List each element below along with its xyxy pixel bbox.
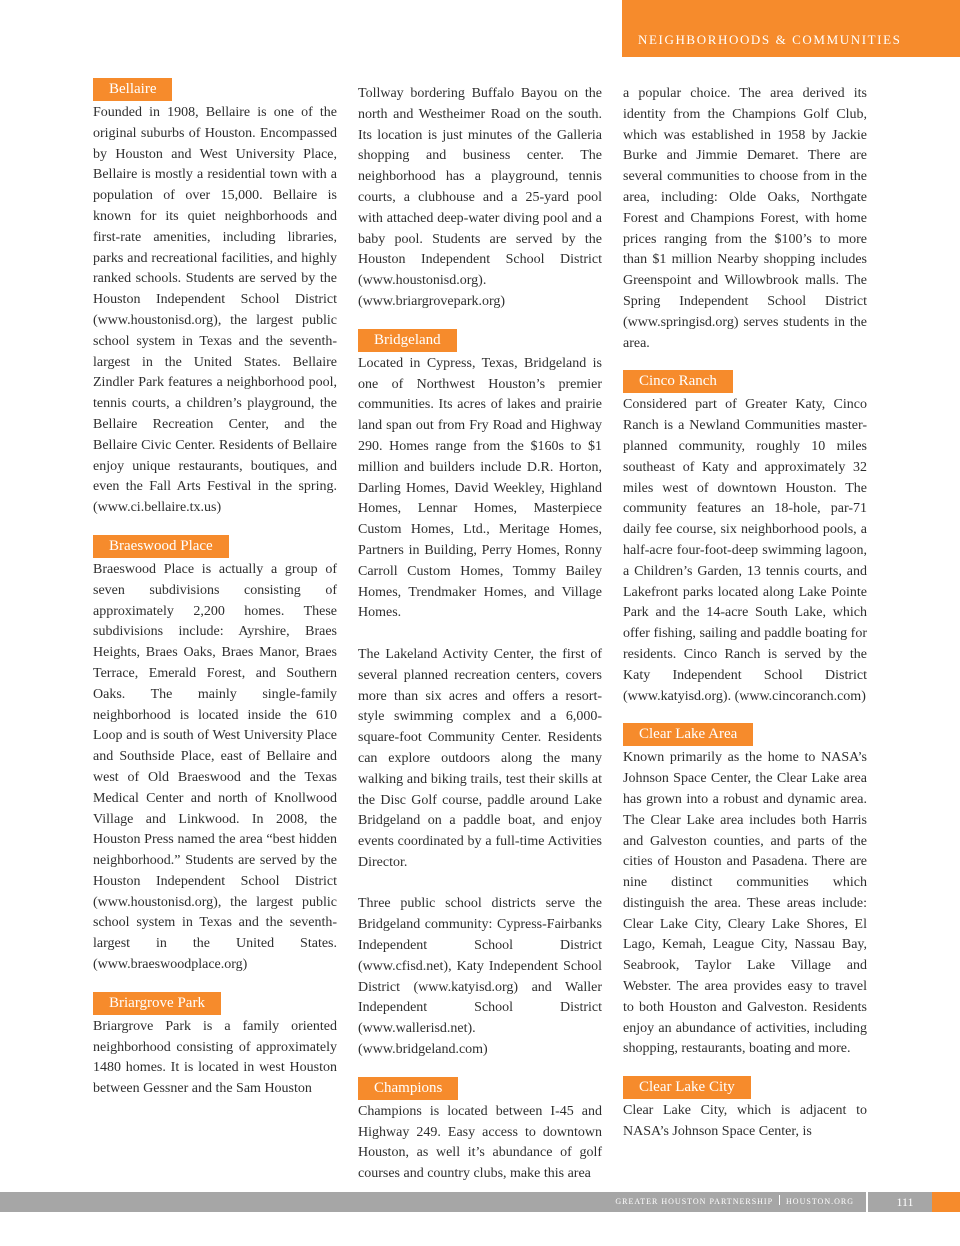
column-2 — [358, 84, 602, 1185]
body-clear-lake-city: Clear Lake City, which is adjacent to NASA’s Johnson Space Center, is — [623, 1103, 867, 1140]
column-3 — [623, 84, 867, 1143]
section-header-tab — [622, 0, 960, 57]
heading-clear-lake-city: Clear Lake City — [623, 1076, 751, 1099]
body-bridgeland-2: The Lakeland Activity Center, the first of several planned recreation centers, covers more than six acres and offers a resort-style swimming complex and a 6,000-square-foot Community Center. Residents can explore outdoors along the many walking and biking trails, test their skills at the Disc Golf course, paddle around Lake Bridgeland on a paddle boat, and enjoy events coordinated by a full-time Activities Director. — [358, 646, 602, 870]
body-bridgeland-1: Located in Cypress, Texas, Bridgeland is one of Northwest Houston’s premier communities. Its acres of lakes and prairie land span out from Fry Road and Highway 290. Homes range from the $160s to $1 million and builders include D.R. Horton, Darling Homes, David Weekley, Highland Homes, Lennar Homes, Masterpiece Custom Homes, Ltd., Meritage Homes, Partners in Building, Perry Homes, Ronny Carroll Custom Homes, Tommy Bailey Homes, Trendmaker Homes, and Village Homes. — [358, 355, 602, 621]
body-clear-lake-area: Known primarily as the home to NASA’s Johnson Space Center, the Clear Lake area has grown into a robust and dynamic area. The Clear Lake area includes both Harris and Galveston counties, and parts of the cities of Houston and Pasadena. There are nine distinct communities which distinguish the area. These areas include: Clear Lake City, Cleary Lake Shores, El Lago, Kemah, League City, Nassau Bay, Seabrook, Taylor Lake Village and Webster. The area provides easy to travel to both Houston and Galveston. Residents enjoy an abundance of activities, including shopping, restaurants, boating and more. — [623, 750, 867, 1057]
footer-org: GREATER HOUSTON PARTNERSHIP — [615, 1197, 774, 1206]
body-cinco-ranch: Considered part of Greater Katy, Cinco Ranch is a Newland Communities master-planned community, roughly 10 miles southeast of Katy and approximately 32 miles west of downtown Houston. The community features an 18-hole, par-71 daily fee course, six neighborhood pools, a half-acre four-foot-deep swimming lagoon, a Children’s Garden, 13 tennis courts, and Lakefront parks located along Lake Pointe Park and the 14-acre South Lake, which offer fishing, sailing and paddle boating for residents. Cinco Ranch is served by the Katy Independent School District (www.katyisd.org). (www.cincoranch.com) — [623, 397, 867, 704]
column-1 — [93, 78, 337, 1100]
body-briargrove-park-continued: Tollway bordering Buffalo Bayou on the north and Westheimer Road on the south. Its location is just minutes of the Galleria shopping and business center. The neighborhood has a playground, tennis courts, a clubhouse and a 25-yard pool with attached deep-water diving pool and a baby pool. Students are served by the Houston Independent School District (www.houstonisd.org). (www.briargrovepark.org) — [358, 86, 602, 309]
footer-separator — [779, 1195, 780, 1205]
footer-accent — [932, 1192, 960, 1212]
body-braeswood-place: Braeswood Place is actually a group of seven subdivisions consisting of approximately 2,200 homes. These subdivisions include: Ayrshire, Braes Heights, Braes Oaks, Braes Manor, Braes Terrace, Emerald Forest, and Southern Oaks. The mainly single-family neighborhood is located inside the 610 Loop and is south of West University Place and Southside Place, east of Bellaire and west of Old Braeswood and the Texas Medical Center and north of Knollwood Village and Linkwood. In 2008, the Houston Press named the area “best hidden neighborhood.” Students are served by the Houston Independent School District (www.houstonisd.org), the largest public school system in Texas and the seventh-largest in the United States. (www.braeswoodplace.org) — [93, 561, 337, 973]
footer-divider — [866, 1192, 868, 1212]
section-title: NEIGHBORHOODS & COMMUNITIES — [638, 32, 902, 47]
body-briargrove-park: Briargrove Park is a family oriented neighborhood consisting of approximately 1480 homes. It is located in west Houston between Gessner and the Sam Houston — [93, 1018, 337, 1097]
body-bridgeland-3: Three public school districts serve the Bridgeland community: Cypress-Fairbanks Independent School District (www.cfisd.net), Katy Independent School District (www.katyisd.org) and Waller Independent School District (www.wallerisd.net).(www.bridgeland.com) — [358, 896, 602, 1058]
heading-bellaire: Bellaire — [93, 78, 172, 101]
heading-cinco-ranch: Cinco Ranch — [623, 370, 733, 393]
heading-clear-lake-area: Clear Lake Area — [623, 723, 753, 746]
heading-braeswood-place: Braeswood Place — [93, 535, 229, 558]
heading-bridgeland: Bridgeland — [358, 329, 457, 352]
footer-credit — [615, 1193, 854, 1211]
body-bellaire: Founded in 1908, Bellaire is one of the original suburbs of Houston. Encompassed by Houston and West University Place, Bellaire is mostly a residential town with a population of over 15,000. Bellaire is known for its quiet neighborhoods and first-rate amenities, including libraries, parks and recreational facilities, and highly ranked schools. Students are served by the Houston Independent School District (www.houstonisd.org), the largest public school system in Texas and the seventh-largest in the United States. Bellaire Zindler Park features a neighborhood pool, tennis courts, a children’s playground, the Bellaire Recreation Center, and the Bellaire Civic Center. Residents of Bellaire enjoy unique restaurants, boutiques, and even the Fall Arts Festival in the spring. (www.ci.bellaire.tx.us) — [93, 105, 337, 516]
footer-site: HOUSTON.ORG — [786, 1197, 854, 1206]
body-champions: Champions is located between I-45 and Highway 249. Easy access to downtown Houston, as well it’s abundance of golf courses and country clubs, make this area — [358, 1103, 602, 1182]
page-number: 111 — [896, 1195, 914, 1209]
body-champions-continued: a popular choice. The area derived its identity from the Champions Golf Club, which was established in 1958 by Jackie Burke and Jimmie Demaret. There are several communities to choose from in the area, including: Olde Oaks, Northgate Forest and Champions Forest, with home prices ranging from the $100’s to more than $1 million Nearby shopping includes Greenspoint and Willowbrook malls. The Spring Independent School District (www.springisd.org) serves students in the area. — [623, 86, 867, 351]
heading-champions: Champions — [358, 1077, 458, 1100]
heading-briargrove-park: Briargrove Park — [93, 992, 221, 1015]
